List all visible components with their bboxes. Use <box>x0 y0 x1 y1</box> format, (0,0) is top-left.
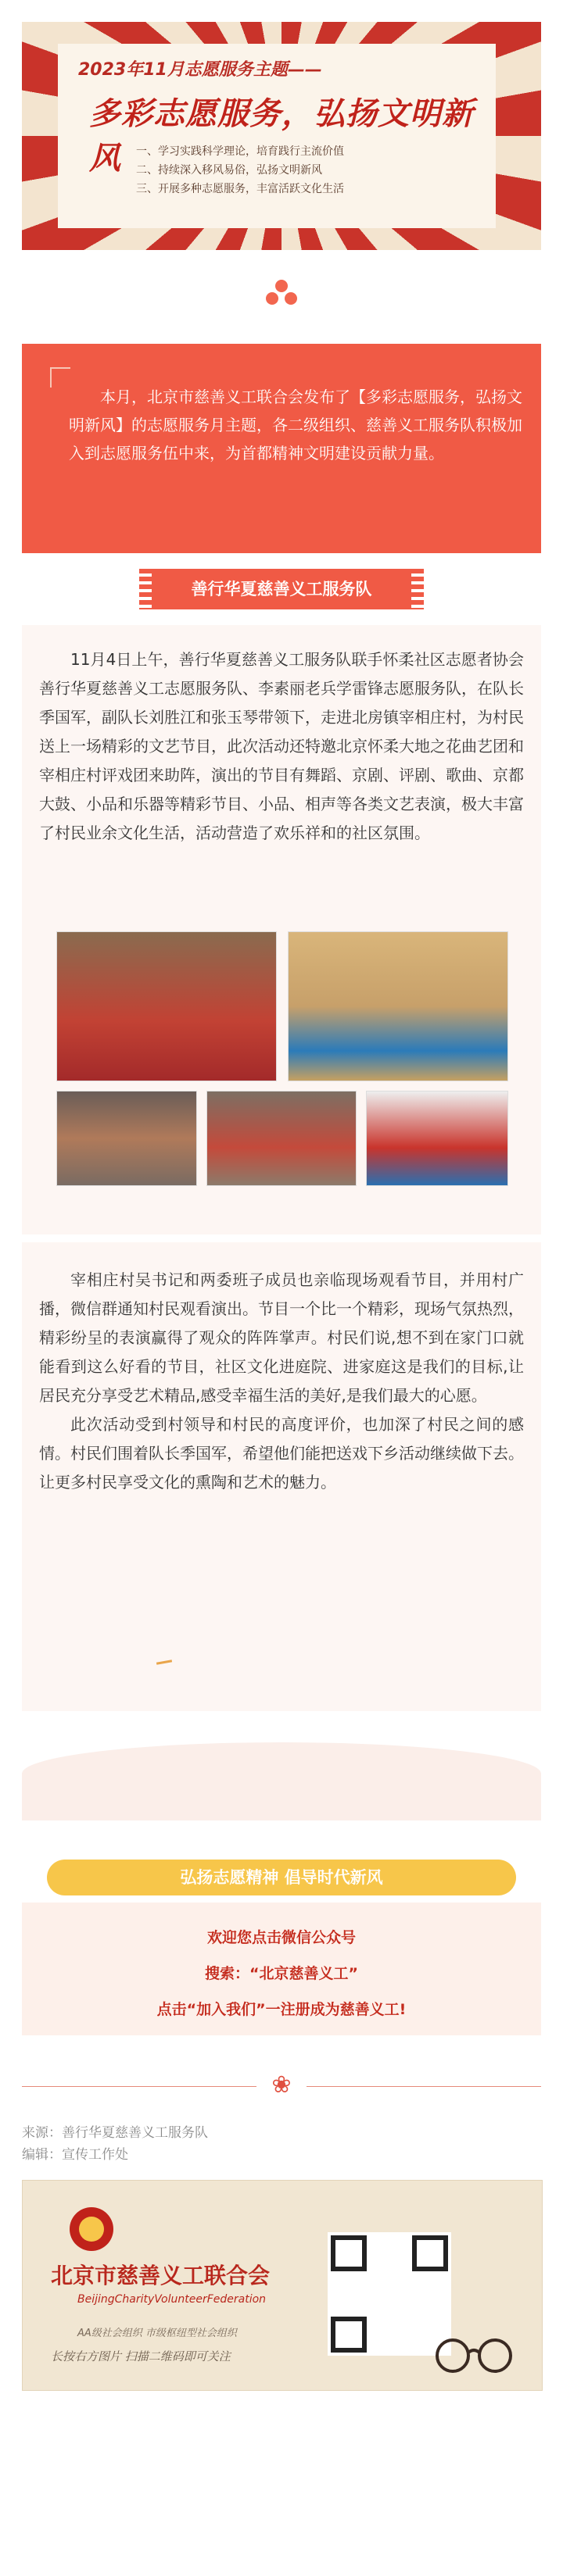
banner-point: 一、学习实践科学理论，培育践行主流价值 <box>136 145 344 158</box>
banner-kicker: 2023年11月志愿服务主题—— <box>78 60 322 80</box>
intro-text: 本月，北京市慈善义工联合会发布了【多彩志愿服务，弘扬文明新风】的志愿服务月主题，各二级组织、慈善义工服务队积极加入到志愿服务伍中来，为首都精神文明建设贡献力量。 <box>69 388 522 463</box>
photo-dance-performance[interactable] <box>56 1091 197 1186</box>
banner-headline: 多彩志愿服务，弘扬文明新风 <box>89 96 474 177</box>
ribbon-edge-left <box>139 569 152 609</box>
join-line-2: 搜索：“北京慈善义工” <box>205 1965 358 1982</box>
banner-points <box>136 142 344 198</box>
slogan-pill: 弘扬志愿精神 倡导时代新风 <box>47 1860 516 1895</box>
divider-right <box>307 2086 541 2087</box>
corner-decoration <box>50 367 70 388</box>
divider-left <box>22 2086 256 2087</box>
join-line-3[interactable]: 点击“加入我们”一注册成为慈善义工! <box>156 2001 407 2018</box>
photo-singer-stage[interactable] <box>288 931 508 1081</box>
photo-fan-dance[interactable] <box>366 1091 508 1186</box>
banner-point: 三、开展多种志愿服务，丰富活跃文化生活 <box>136 183 344 195</box>
org-name: 北京市慈善义工联合会 <box>51 2263 271 2288</box>
banner-panel <box>58 44 496 228</box>
cloud-decoration <box>22 1742 541 1820</box>
article-body-2 <box>39 1266 524 1497</box>
section-title <box>149 569 414 609</box>
glasses-icon <box>429 2329 523 2376</box>
decorative-dots-icon <box>264 280 299 308</box>
org-name-english: BeijingCharityVolunteerFederation <box>77 2293 267 2306</box>
federation-logo-icon <box>70 2207 113 2251</box>
article-paragraph-1: 11月4日上午，善行华夏慈善义工服务队联手怀柔社区志愿者协会善行华夏慈善义工志愿服务队、李素丽老兵学雷锋志愿服务队，在队长季国军，副队长刘胜江和张玉琴带领下，走进北房镇宰相庄村，为村民送上一场精彩的文艺节目，此次活动还特邀北京怀柔大地之花曲艺团和宰相庄村评戏团来助阵，演出的节目有舞蹈、京剧、评剧、歌曲、京都大鼓、小品和乐器等精彩节目、小品、相声等各类文艺表演，极大丰富了村民业余文化生活，活动营造了欢乐祥和的社区氛围。 <box>39 650 524 842</box>
join-line-1: 欢迎您点击微信公众号 <box>206 1929 356 1946</box>
source-from: 来源：善行华夏慈善义工服务队 <box>22 2125 208 2141</box>
bow-icon: ❀ <box>271 2071 292 2099</box>
section-title-text: 善行华夏慈善义工服务队 <box>191 580 372 598</box>
article-paragraph-2: 宰相庄村吴书记和两委班子成员也亲临现场观看节目，并用村广播，微信群通知村民观看演出。节目一个比一个精彩，现场气氛热烈，精彩纷呈的表演赢得了观众的阵阵掌声。村民们说,想不到在家门口就能看到这么好看的节目，社区文化进庭院、进家庭这是我们的目标,让居民充分享受艺术精品,感受幸福生活的美好,是我们最大的心愿。 <box>39 1270 524 1405</box>
article-paragraph-3: 此次活动受到村领导和村民的高度评价，也加深了村民之间的感情。村民们围着队长季国军，希望他们能把送戏下乡活动继续做下去。让更多村民享受文化的熏陶和艺术的魅力。 <box>39 1415 524 1492</box>
footer-card <box>22 2180 543 2391</box>
join-panel <box>22 1903 541 2035</box>
qr-instruction: 长按右方图片 扫描二维码即可关注 <box>51 2349 231 2363</box>
source-editor: 编辑：宣传工作处 <box>22 2147 128 2163</box>
org-caption: AA级社会组织 市级枢纽型社会组织 <box>77 2328 237 2339</box>
ribbon-edge-right <box>411 569 424 609</box>
theme-banner <box>22 22 541 250</box>
photo-performers-group[interactable] <box>56 931 277 1081</box>
banner-point: 二、持续深入移风易俗，弘扬文明新风 <box>136 164 322 177</box>
photo-volunteer-banner[interactable] <box>206 1091 357 1186</box>
source-info <box>22 2122 208 2166</box>
intro-card <box>22 344 541 553</box>
